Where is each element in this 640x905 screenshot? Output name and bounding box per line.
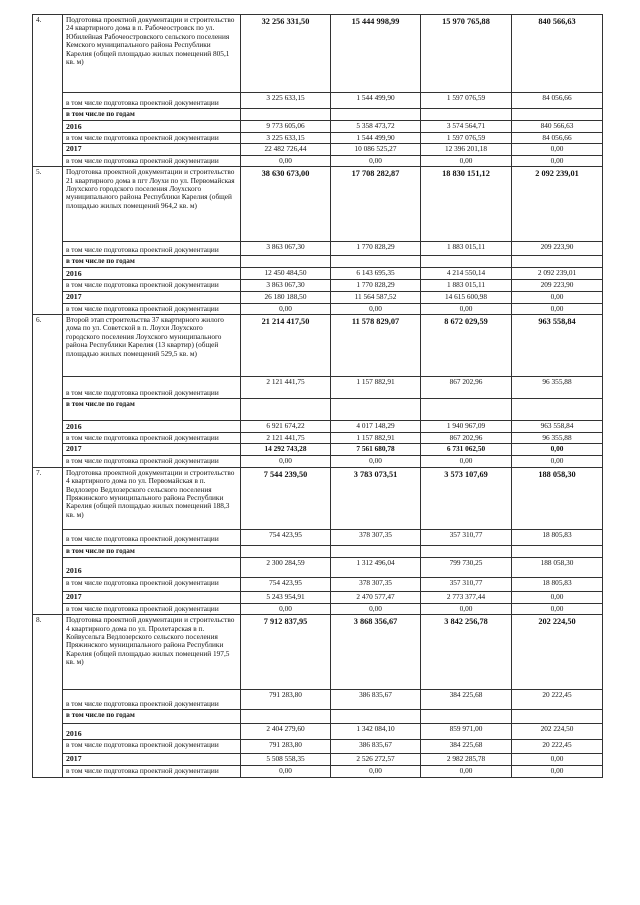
empty-cell [331, 109, 421, 121]
total-value-2: 11 578 829,07 [331, 315, 421, 377]
prep-value-4: 18 805,83 [512, 529, 603, 545]
total-value-1: 7 544 239,50 [241, 467, 331, 529]
y2017-prep-value-1: 0,00 [241, 766, 331, 778]
total-value-4: 188 058,30 [512, 467, 603, 529]
table-row [33, 377, 603, 399]
total-value-3: 8 672 029,59 [421, 315, 512, 377]
total-value-2: 15 444 998,99 [331, 15, 421, 93]
y2016-value-3: 4 214 550,14 [421, 268, 512, 280]
y2017-prep-value-1: 0,00 [241, 456, 331, 467]
y2017-prep-value-4: 0,00 [512, 303, 603, 314]
y2017-value-1: 5 508 558,35 [241, 754, 331, 766]
table-row [33, 603, 603, 614]
empty-cell [421, 545, 512, 557]
empty-cell [512, 256, 603, 268]
table-row [33, 421, 603, 433]
table-row [33, 109, 603, 121]
y2017-value-4: 0,00 [512, 591, 603, 603]
table-row [33, 93, 603, 109]
y2017-value-2: 2 526 272,57 [331, 754, 421, 766]
y2016-value-4: 840 566,63 [512, 121, 603, 133]
y2016-value-2: 1 312 496,04 [331, 557, 421, 577]
prep-value-2: 1 544 499,90 [331, 93, 421, 109]
y2016-value-1: 12 450 484,50 [241, 268, 331, 280]
y2016-prep-value-1: 791 283,80 [241, 740, 331, 754]
y2016-prep-value-1: 754 423,95 [241, 577, 331, 591]
prep-value-1: 754 423,95 [241, 529, 331, 545]
total-value-4: 963 558,84 [512, 315, 603, 377]
y2017-prep-value-3: 0,00 [421, 155, 512, 166]
y2017-prep-value-2: 0,00 [331, 603, 421, 614]
y2016-prep-value-4: 18 805,83 [512, 577, 603, 591]
total-value-4: 202 224,50 [512, 615, 603, 690]
table-row [33, 545, 603, 557]
table-row [33, 754, 603, 766]
years-header: в том числе по годам [63, 399, 241, 421]
table-row [33, 399, 603, 421]
y2017-prep-value-4: 0,00 [512, 766, 603, 778]
year-label: 2016 [63, 557, 241, 577]
table-row [33, 557, 603, 577]
item-number: 5. [33, 167, 63, 315]
item-name: Подготовка проектной документации и строительство 4 квартирного дома по ул. Пролетарская в п. Койвусельга Ведлозерского сельского поселения Пряжинского муниципального района Республики Карелия (общей площадью жилых помещений 197,5 кв. м) [63, 615, 241, 690]
y2017-prep-value-2: 0,00 [331, 456, 421, 467]
table-row [33, 121, 603, 133]
y2016-value-1: 2 300 284,59 [241, 557, 331, 577]
prep-value-3: 1 597 076,59 [421, 93, 512, 109]
empty-cell [421, 256, 512, 268]
empty-cell [241, 710, 331, 724]
y2016-value-1: 2 404 279,60 [241, 724, 331, 740]
table-row [33, 444, 603, 456]
prep-value-2: 1 157 882,91 [331, 377, 421, 399]
y2016-value-2: 1 342 084,10 [331, 724, 421, 740]
prep-value-1: 791 283,80 [241, 690, 331, 710]
prep-label: в том числе подготовка проектной документации [63, 529, 241, 545]
total-value-3: 18 830 151,12 [421, 167, 512, 242]
prep-label: в том числе подготовка проектной документации [63, 577, 241, 591]
prep-value-4: 20 222,45 [512, 690, 603, 710]
y2016-prep-value-3: 1 883 015,11 [421, 280, 512, 291]
prep-value-3: 867 202,96 [421, 377, 512, 399]
y2016-prep-value-4: 96 355,88 [512, 433, 603, 444]
y2017-prep-value-3: 0,00 [421, 766, 512, 778]
y2016-prep-value-3: 384 225,68 [421, 740, 512, 754]
table-row [33, 15, 603, 93]
prep-value-3: 1 883 015,11 [421, 242, 512, 256]
total-value-1: 32 256 331,50 [241, 15, 331, 93]
y2016-prep-value-4: 84 056,66 [512, 133, 603, 144]
empty-cell [421, 399, 512, 421]
y2017-prep-value-2: 0,00 [331, 303, 421, 314]
table-row [33, 433, 603, 444]
prep-value-1: 3 225 633,15 [241, 93, 331, 109]
y2017-prep-value-4: 0,00 [512, 456, 603, 467]
year-label: 2016 [63, 421, 241, 433]
y2017-value-3: 2 773 377,44 [421, 591, 512, 603]
item-number: 6. [33, 315, 63, 468]
year-label: 2016 [63, 121, 241, 133]
empty-cell [512, 545, 603, 557]
y2016-prep-value-1: 3 225 633,15 [241, 133, 331, 144]
y2016-prep-value-3: 1 597 076,59 [421, 133, 512, 144]
y2016-value-4: 202 224,50 [512, 724, 603, 740]
table-row [33, 167, 603, 242]
y2016-value-3: 799 730,25 [421, 557, 512, 577]
table-row [33, 591, 603, 603]
y2016-prep-value-3: 867 202,96 [421, 433, 512, 444]
y2016-prep-value-4: 209 223,90 [512, 280, 603, 291]
y2017-prep-value-1: 0,00 [241, 303, 331, 314]
table-row [33, 155, 603, 166]
year-label: 2017 [63, 754, 241, 766]
table-row [33, 690, 603, 710]
item-name: Второй этап строительства 37 квартирного жилого дома по ул. Советской в п. Лоухи Лоухского городского поселения Лоухского муниципального района Республики Карелия (13 квартир) (общей площадью жилых помещений 529,5 кв. м) [63, 315, 241, 377]
item-name: Подготовка проектной документации и строительство 21 квартирного дома в пгт Лоухи по ул. Первомайская Лоухского городского поселения Лоухского муниципального района Республики Карелия (общей площадью жилых помещений 964,2 кв. м) [63, 167, 241, 242]
empty-cell [241, 545, 331, 557]
table-row [33, 315, 603, 377]
total-value-1: 38 630 673,00 [241, 167, 331, 242]
y2017-value-4: 0,00 [512, 291, 603, 303]
y2016-value-2: 4 017 148,29 [331, 421, 421, 433]
years-header: в том числе по годам [63, 109, 241, 121]
item-number: 7. [33, 467, 63, 614]
y2016-value-4: 963 558,84 [512, 421, 603, 433]
empty-cell [331, 256, 421, 268]
table-row [33, 456, 603, 467]
empty-cell [331, 545, 421, 557]
y2017-prep-value-4: 0,00 [512, 155, 603, 166]
y2016-prep-value-4: 20 222,45 [512, 740, 603, 754]
prep-value-1: 3 863 067,30 [241, 242, 331, 256]
y2017-value-1: 14 292 743,28 [241, 444, 331, 456]
table-row [33, 291, 603, 303]
y2016-value-2: 6 143 695,35 [331, 268, 421, 280]
table-row [33, 144, 603, 155]
y2016-prep-value-2: 1 770 828,29 [331, 280, 421, 291]
y2017-value-4: 0,00 [512, 444, 603, 456]
prep-label: в том числе подготовка проектной документации [63, 603, 241, 614]
y2017-value-1: 22 482 726,44 [241, 144, 331, 155]
y2017-value-3: 6 731 062,50 [421, 444, 512, 456]
table-row [33, 529, 603, 545]
prep-label: в том числе подготовка проектной документации [63, 133, 241, 144]
y2017-value-2: 10 086 525,27 [331, 144, 421, 155]
table-row [33, 467, 603, 529]
empty-cell [241, 256, 331, 268]
y2017-value-3: 12 396 201,18 [421, 144, 512, 155]
empty-cell [512, 399, 603, 421]
y2017-prep-value-3: 0,00 [421, 303, 512, 314]
prep-label: в том числе подготовка проектной документации [63, 766, 241, 778]
prep-value-2: 378 307,35 [331, 529, 421, 545]
years-header: в том числе по годам [63, 710, 241, 724]
y2016-value-4: 188 058,30 [512, 557, 603, 577]
y2017-prep-value-1: 0,00 [241, 155, 331, 166]
y2016-prep-value-2: 386 835,67 [331, 740, 421, 754]
empty-cell [331, 710, 421, 724]
table-row [33, 766, 603, 778]
y2017-prep-value-4: 0,00 [512, 603, 603, 614]
y2017-prep-value-2: 0,00 [331, 766, 421, 778]
y2017-value-3: 14 615 600,98 [421, 291, 512, 303]
table-row [33, 242, 603, 256]
year-label: 2016 [63, 724, 241, 740]
table-row [33, 256, 603, 268]
prep-label: в том числе подготовка проектной документации [63, 242, 241, 256]
years-header: в том числе по годам [63, 256, 241, 268]
total-value-4: 2 092 239,01 [512, 167, 603, 242]
prep-value-4: 96 355,88 [512, 377, 603, 399]
total-value-3: 15 970 765,88 [421, 15, 512, 93]
y2016-prep-value-1: 2 121 441,75 [241, 433, 331, 444]
y2016-value-1: 9 773 605,06 [241, 121, 331, 133]
y2016-prep-value-2: 1 544 499,90 [331, 133, 421, 144]
prep-value-3: 357 310,77 [421, 529, 512, 545]
y2017-value-4: 0,00 [512, 144, 603, 155]
empty-cell [241, 109, 331, 121]
total-value-1: 7 912 837,95 [241, 615, 331, 690]
budget-table-body [33, 15, 603, 778]
y2016-value-4: 2 092 239,01 [512, 268, 603, 280]
empty-cell [512, 710, 603, 724]
table-row [33, 710, 603, 724]
year-label: 2017 [63, 291, 241, 303]
item-number: 8. [33, 615, 63, 778]
y2017-value-3: 2 982 285,78 [421, 754, 512, 766]
prep-value-3: 384 225,68 [421, 690, 512, 710]
prep-value-2: 1 770 828,29 [331, 242, 421, 256]
prep-label: в том числе подготовка проектной документации [63, 377, 241, 399]
year-label: 2017 [63, 444, 241, 456]
prep-value-1: 2 121 441,75 [241, 377, 331, 399]
years-header: в том числе по годам [63, 545, 241, 557]
prep-label: в том числе подготовка проектной документации [63, 740, 241, 754]
prep-value-2: 386 835,67 [331, 690, 421, 710]
table-row [33, 577, 603, 591]
y2016-prep-value-2: 378 307,35 [331, 577, 421, 591]
y2017-value-2: 7 561 680,78 [331, 444, 421, 456]
budget-table [32, 14, 603, 778]
table-row [33, 303, 603, 314]
y2017-value-2: 11 564 587,52 [331, 291, 421, 303]
y2016-prep-value-2: 1 157 882,91 [331, 433, 421, 444]
table-row [33, 615, 603, 690]
table-row [33, 280, 603, 291]
year-label: 2016 [63, 268, 241, 280]
y2017-value-4: 0,00 [512, 754, 603, 766]
y2017-prep-value-3: 0,00 [421, 603, 512, 614]
table-row [33, 268, 603, 280]
table-row [33, 740, 603, 754]
y2016-value-1: 6 921 674,22 [241, 421, 331, 433]
table-row [33, 133, 603, 144]
prep-value-4: 84 056,66 [512, 93, 603, 109]
total-value-2: 3 868 356,67 [331, 615, 421, 690]
item-name: Подготовка проектной документации и строительство 4 квартирного дома по ул. Первомайская в п. Ведлозеро Ведлозерского сельского поселения Пряжинского муниципального района Республики Карелия (общей площадью жилых помещений 188,3 кв. м) [63, 467, 241, 529]
empty-cell [331, 399, 421, 421]
prep-label: в том числе подготовка проектной документации [63, 456, 241, 467]
total-value-1: 21 214 417,50 [241, 315, 331, 377]
y2017-value-1: 26 180 188,50 [241, 291, 331, 303]
prep-label: в том числе подготовка проектной документации [63, 433, 241, 444]
year-label: 2017 [63, 591, 241, 603]
prep-label: в том числе подготовка проектной документации [63, 303, 241, 314]
y2016-value-3: 3 574 564,71 [421, 121, 512, 133]
y2016-value-3: 859 971,00 [421, 724, 512, 740]
y2017-value-1: 5 243 954,91 [241, 591, 331, 603]
prep-label: в том числе подготовка проектной документации [63, 155, 241, 166]
table-row [33, 724, 603, 740]
y2017-prep-value-1: 0,00 [241, 603, 331, 614]
item-number: 4. [33, 15, 63, 167]
y2017-prep-value-3: 0,00 [421, 456, 512, 467]
y2016-value-3: 1 940 967,09 [421, 421, 512, 433]
y2017-prep-value-2: 0,00 [331, 155, 421, 166]
y2016-value-2: 5 358 473,72 [331, 121, 421, 133]
item-name: Подготовка проектной документации и строительство 24 квартирного дома в п. Рабочеостровск по ул. Юбилейная Рабочеостровского сельского поселения Кемского муниципального района Республики Карелия (общей площадью жилых помещений 805,1 кв. м) [63, 15, 241, 93]
total-value-4: 840 566,63 [512, 15, 603, 93]
prep-label: в том числе подготовка проектной документации [63, 280, 241, 291]
total-value-2: 3 783 073,51 [331, 467, 421, 529]
year-label: 2017 [63, 144, 241, 155]
prep-label: в том числе подготовка проектной документации [63, 690, 241, 710]
empty-cell [421, 109, 512, 121]
total-value-3: 3 842 256,78 [421, 615, 512, 690]
y2017-value-2: 2 470 577,47 [331, 591, 421, 603]
total-value-2: 17 708 282,87 [331, 167, 421, 242]
empty-cell [241, 399, 331, 421]
total-value-3: 3 573 107,69 [421, 467, 512, 529]
y2016-prep-value-1: 3 863 067,30 [241, 280, 331, 291]
empty-cell [421, 710, 512, 724]
prep-label: в том числе подготовка проектной документации [63, 93, 241, 109]
empty-cell [512, 109, 603, 121]
y2016-prep-value-3: 357 310,77 [421, 577, 512, 591]
prep-value-4: 209 223,90 [512, 242, 603, 256]
